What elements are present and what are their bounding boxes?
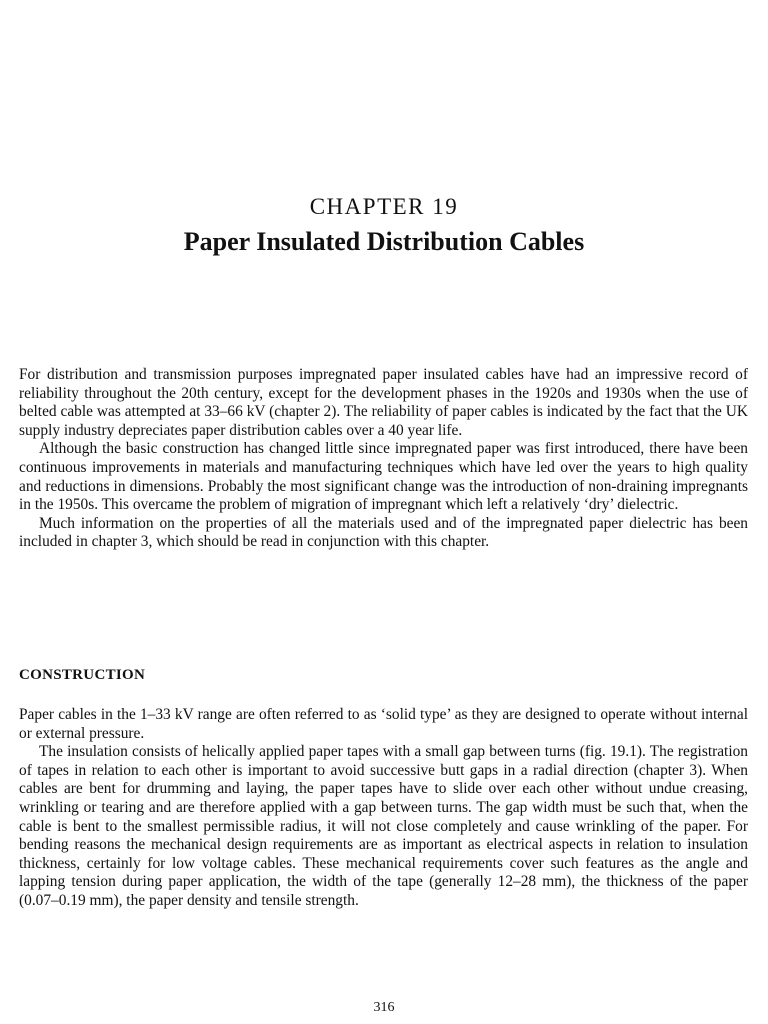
intro-paragraph-2: Although the basic construction has changed little since impregnated paper was first introduced, there have been continuous improvements in materials and manufacturing techniques which have led over the years to high quality and reductions in dimensions. Probably the most significant change was the introduction of non-draining impregnants in the 1950s. This overcame the problem of migration of impregnant which left a relatively ‘dry’ dielectric. [19,440,748,514]
construction-paragraph-2: The insulation consists of helically applied paper tapes with a small gap between turns (fig. 19.1). The registration of tapes in relation to each other is important to avoid successive butt gaps in a radial direction (chapter 3). When cables are bent for drumming and laying, the paper tapes have to slide over each other without undue creasing, wrinkling or tearing and are therefore applied with a gap between turns. The gap width must be such that, when the cable is bent to the smallest permissible radius, it will not close completely and cause wrinkling of the paper. For bending reasons the mechanical design requirements are as important as electrical aspects in relation to insulation thickness, certainly for low voltage cables. These mechanical requirements cover such features as the angle and lapping tension during paper application, the width of the tape (generally 12–28 mm), the thickness of the paper (0.07–0.19 mm), the paper density and tensile strength. [19,743,748,909]
construction-paragraph-1: Paper cables in the 1–33 kV range are often referred to as ‘solid type’ as they are designed to operate without internal or external pressure. [19,706,748,742]
section-heading: CONSTRUCTION [19,667,146,683]
page-number: 316 [373,1000,395,1015]
construction-text [19,706,748,911]
intro-text [19,366,748,552]
intro-paragraph-3: Much information on the properties of all the materials used and of the impregnated paper dielectric has been included in chapter 3, which should be read in conjunction with this chapter. [19,514,748,551]
chapter-label: CHAPTER 19 [309,194,459,219]
chapter-title: Paper Insulated Distribution Cables [183,227,585,256]
intro-paragraph-1: For distribution and transmission purposes impregnated paper insulated cables have had an impressive record of reliability throughout the 20th century, except for the development phases in the 1920s and 1930s when the use of belted cable was attempted at 33–66 kV (chapter 2). The reliability of paper cables is indicated by the fact that the UK supply industry depreciates paper distribution cables over a 40 year life. [19,366,748,439]
